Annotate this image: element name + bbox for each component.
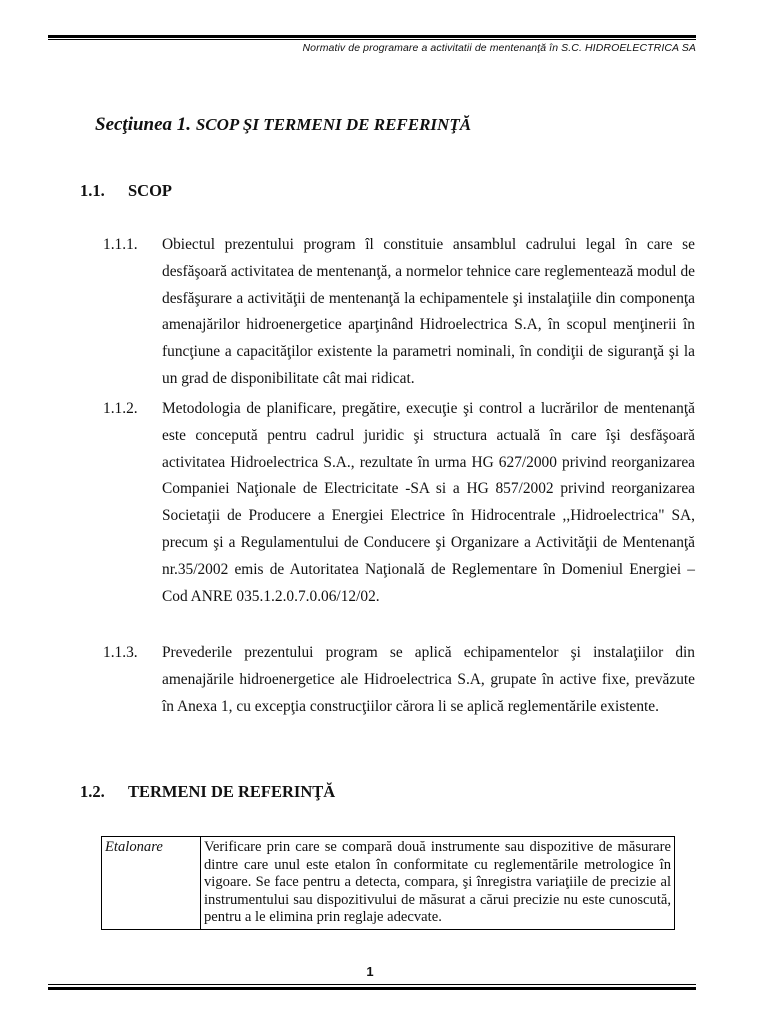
running-header: Normativ de programare a activitatii de mentenanţă în S.C. HIDROELECTRICA SA bbox=[302, 42, 696, 54]
term-cell: Etalonare bbox=[102, 837, 201, 930]
header-rule-bottom bbox=[48, 39, 696, 40]
paragraph-1-1-2 bbox=[103, 396, 695, 610]
header-rule-top bbox=[48, 35, 696, 38]
footer-rule-top bbox=[48, 984, 696, 985]
subsection-scope-number: 1.1. bbox=[80, 181, 105, 200]
subsection-terms-title: TERMENI DE REFERINŢĂ bbox=[128, 782, 336, 801]
definition-cell: Verificare prin care se compară două instrumente sau dispozitive de măsurare dintre care unul este etalon în conformitate cu reglementările metrologice în vigoare. Se face pentru a detecta, compara, şi înregistra variaţiile de precizie al instrumentului sau dispozitivului de măsurat a cărui precizie nu este cunoscută, pentru a le elimina prin reglaje adecvate. bbox=[201, 837, 675, 930]
paragraph-text: Prevederile prezentului program se aplică echipamentelor şi instalaţiilor din amenajările hidroenergetice ale Hidroelectrica S.A, grupate în active fixe, prevăzute în Anexa 1, cu excepţia construcţiilor cărora li se aplică reglementările existente. bbox=[162, 644, 695, 715]
footer-rule-bottom bbox=[48, 987, 696, 990]
paragraph-number: 1.1.2. bbox=[103, 400, 138, 417]
subsection-terms-number: 1.2. bbox=[80, 782, 105, 801]
section-label: Secţiunea 1. bbox=[95, 114, 192, 135]
paragraph-text: Obiectul prezentului program îl constituie ansamblul cadrului legal în care se desfăşoară activitatea de mentenanţă, a normelor tehnice care reglementează modul de desfăşurare a activităţii de mentenanţă la echipamentele şi instalaţiile din componenţa amenajărilor hidroenergetice aparţinând Hidroelectrica S.A, în scopul menţinerii în funcţiune a capacităţilor existente la parametri nominali, în condiţii de siguranţă şi la un grad de disponibilitate cât mai ridicat. bbox=[162, 236, 695, 387]
paragraph-1-1-3 bbox=[103, 640, 695, 720]
table-row bbox=[102, 837, 675, 930]
section-heading: SCOP ŞI TERMENI DE REFERINŢĂ bbox=[195, 115, 472, 134]
paragraph-text: Metodologia de planificare, pregătire, execuţie şi control a lucrărilor de mentenanţă este concepută pentru cadrul juridic şi structura actuală în care îşi desfăşoară activitatea Hidroelectrica S.A., rezultate în urma HG 627/2000 privind reorganizarea Companiei Naţionale de Electricitate -SA si a HG 857/2002 privind reorganizarea Societaţii de Producere a Energiei Electrice în Hidrocentrale ,,Hidroelectrica" SA, precum şi a Regulamentului de Conducere şi Organizare a Activităţii de Mentenanţă nr.35/2002 emis de Autoritatea Naţională de Reglementare în Domeniul Energiei – Cod ANRE 035.1.2.0.7.0.06/12/02. bbox=[162, 400, 695, 605]
subsection-terms-heading bbox=[80, 782, 335, 802]
section-title bbox=[95, 114, 471, 136]
paragraph-1-1-1 bbox=[103, 232, 695, 393]
terms-table bbox=[101, 836, 675, 930]
paragraph-number: 1.1.1. bbox=[103, 236, 138, 253]
subsection-scope-title: SCOP bbox=[128, 181, 173, 200]
paragraph-number: 1.1.3. bbox=[103, 644, 138, 661]
subsection-scope-heading bbox=[80, 181, 172, 201]
page-number: 1 bbox=[366, 964, 374, 979]
